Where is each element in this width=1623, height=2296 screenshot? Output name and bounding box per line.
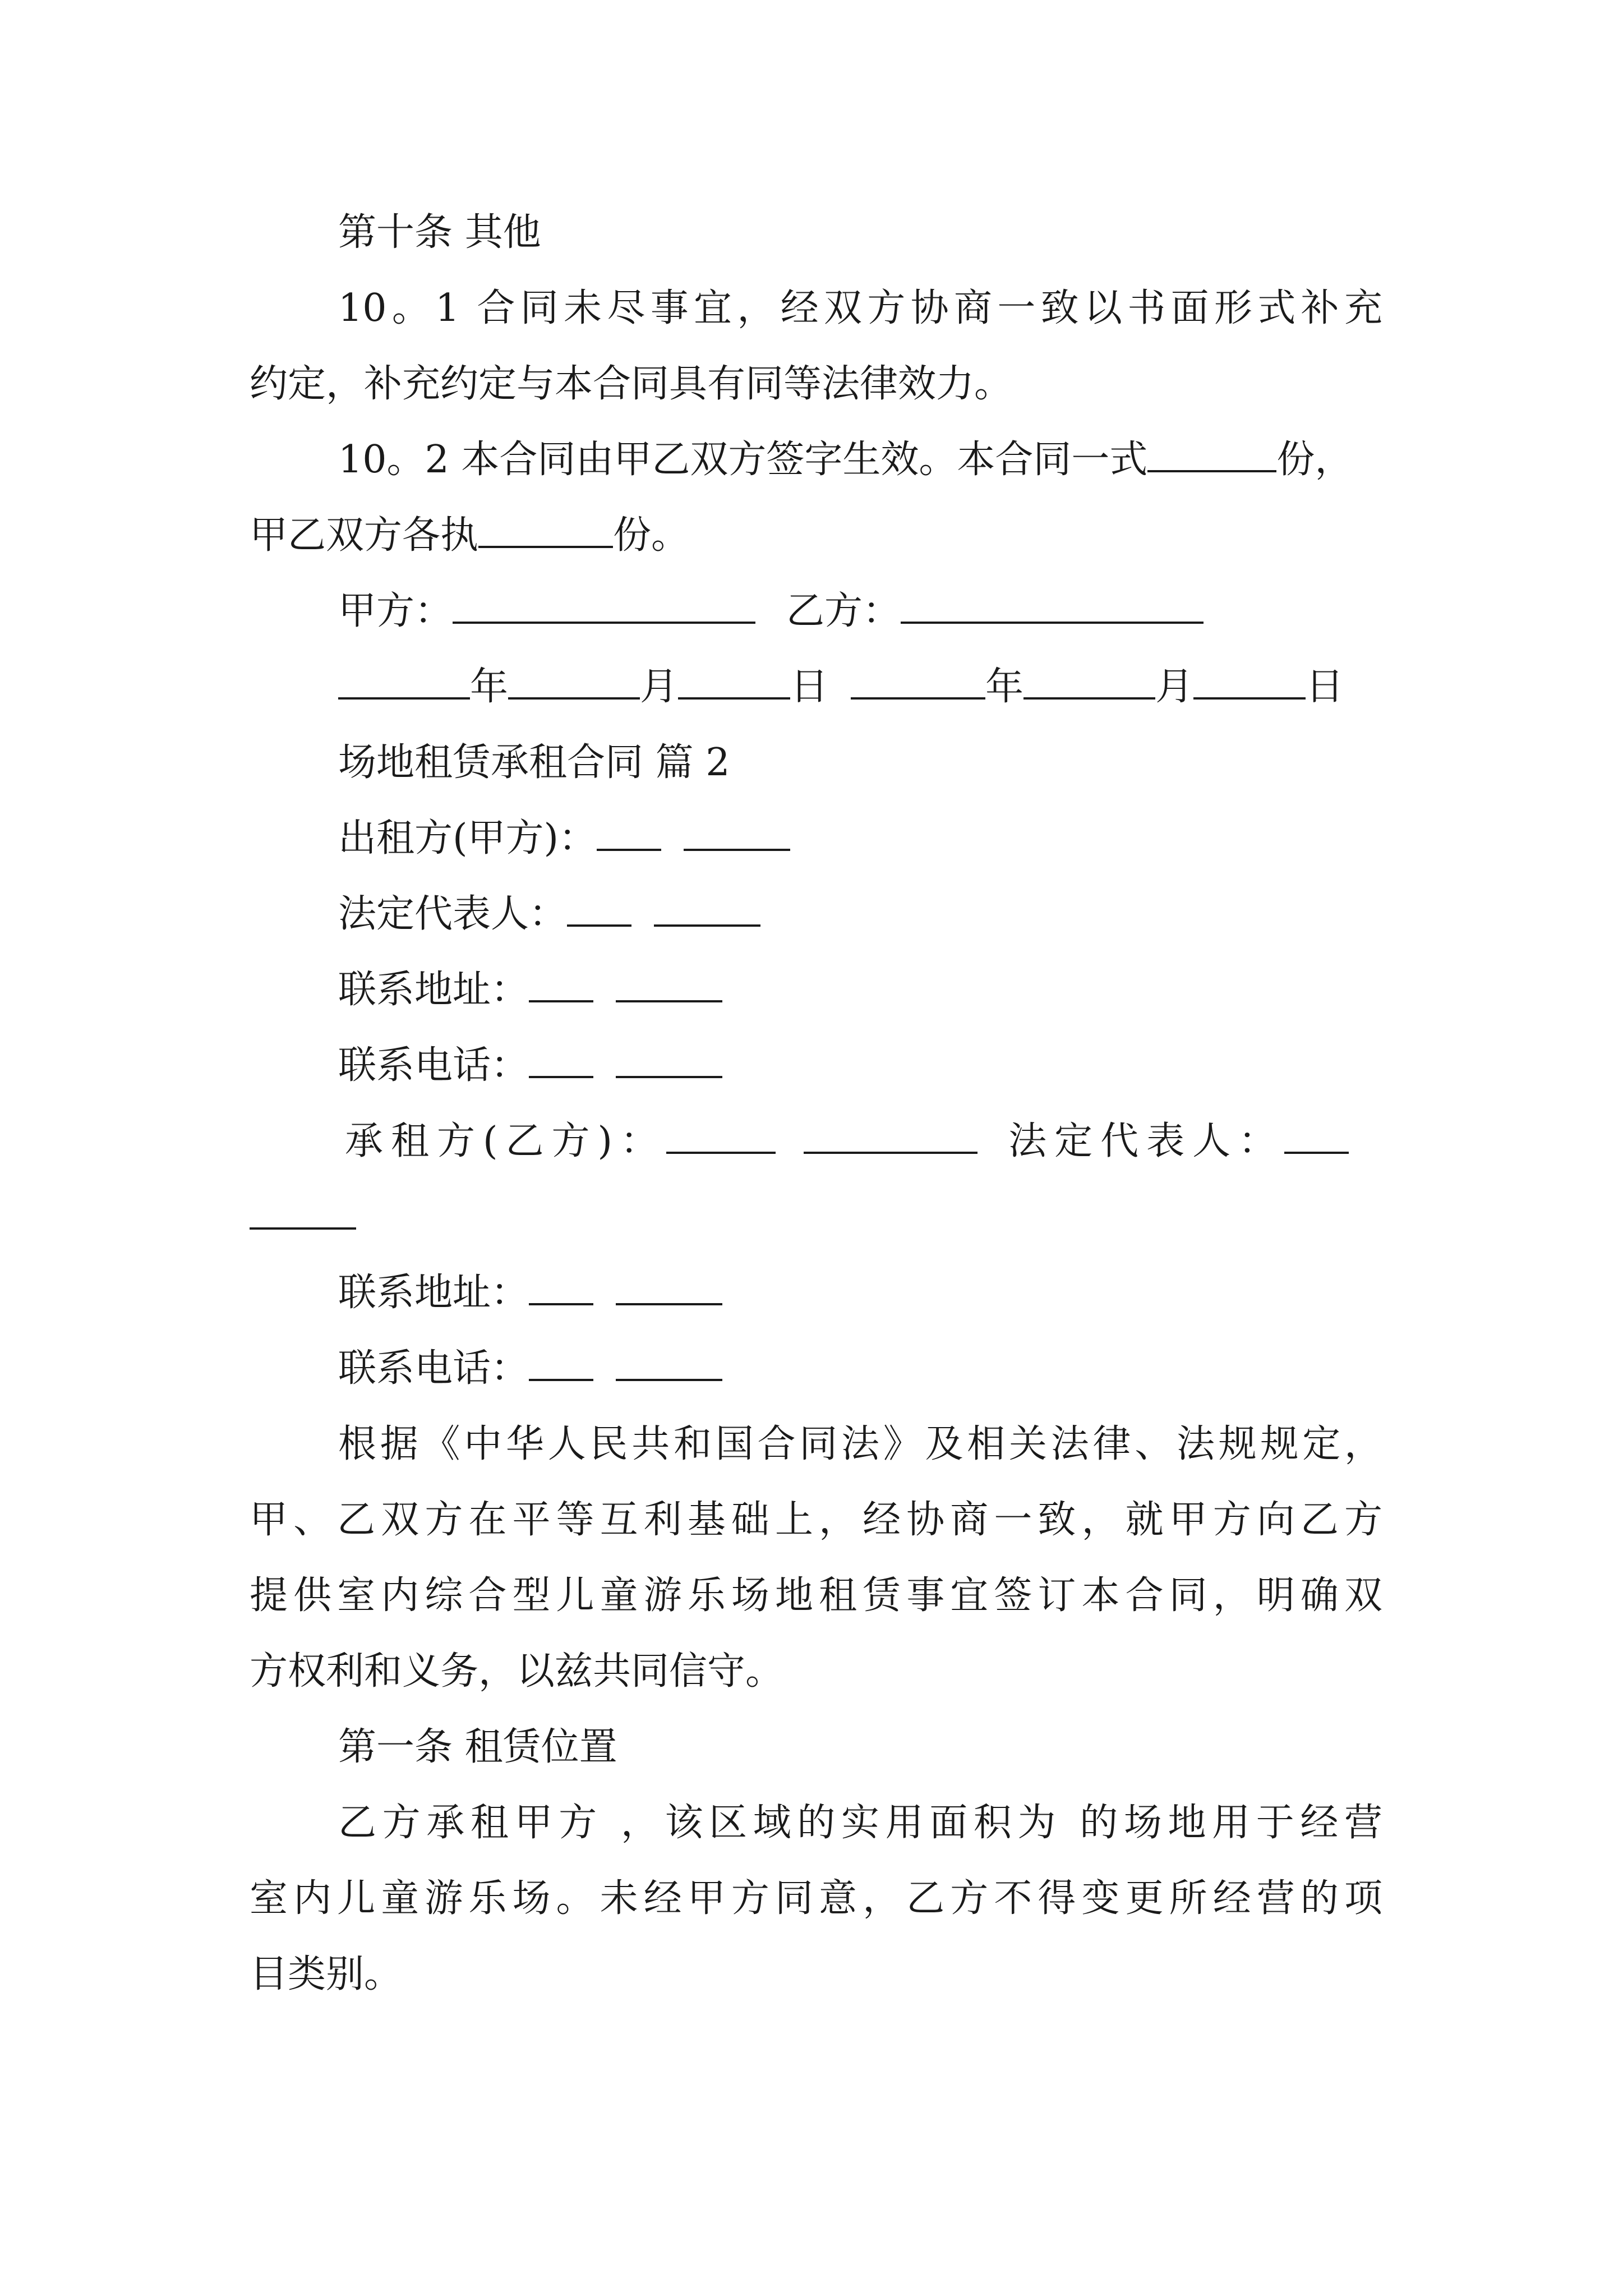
lessee-blank-1: [666, 1119, 776, 1154]
copies-total-blank: [1147, 438, 1276, 472]
lessee-address-blank-1: [529, 1271, 593, 1305]
clause-10-1-line-1: 10。1 合同未尽事宜，经双方协商一致以书面形式补充: [338, 286, 1382, 330]
contract-2-title: 场地租赁承租合同 篇 2: [338, 740, 730, 785]
party-a-day-label: 日: [790, 665, 829, 709]
signature-date-line: [338, 662, 1382, 712]
lessee-label: 承租方(乙方)：: [345, 1119, 667, 1163]
article-1-line-3: 目类别。: [250, 1952, 403, 1996]
lessor-label: 出租方(甲方)：: [338, 816, 597, 861]
party-a-day-blank: [678, 665, 790, 700]
lessor-address-blank-1: [529, 968, 593, 1002]
lessee-address-line: [338, 1268, 1382, 1318]
party-b-month-blank: [1023, 665, 1155, 700]
lessee-phone-label: 联系电话：: [338, 1346, 529, 1391]
lessee-phone-blank-2: [616, 1346, 722, 1381]
lessor-phone-blank-2: [616, 1043, 722, 1078]
party-b-year-blank: [851, 665, 985, 700]
party-a-year-label: 年: [470, 665, 509, 709]
party-b-day-blank: [1193, 665, 1306, 700]
lessor-address-line: [338, 965, 1382, 1015]
article-10-heading: 第十条 其他: [338, 210, 541, 255]
party-a-label: 甲方：: [338, 589, 453, 633]
article-1-line-2: 室内儿童游乐场。未经甲方同意，乙方不得变更所经营的项: [250, 1876, 1382, 1921]
lessor-address-label: 联系地址：: [338, 968, 529, 1012]
lessee-line-continued: [250, 1192, 1382, 1243]
lessor-line: [338, 813, 1382, 864]
lessor-legal-rep-line: [338, 889, 1382, 940]
lessor-address-blank-2: [616, 968, 722, 1002]
clause-10-2-text-b: 份，: [1276, 438, 1353, 482]
lessee-line: [345, 1116, 1389, 1167]
party-b-signature-blank: [901, 589, 1204, 624]
signature-parties-line: [338, 586, 1382, 637]
clause-10-2-line-2: [250, 510, 1382, 561]
party-b-year-label: 年: [985, 665, 1024, 709]
lessee-blank-2: [804, 1119, 978, 1154]
article-1-line-1: 乙方承租甲方 ，该区域的实用面积为 的场地用于经营: [338, 1801, 1382, 1845]
lessor-legal-rep-blank-1: [567, 892, 631, 927]
lessor-legal-rep-blank-2: [654, 892, 760, 927]
copies-each-blank: [478, 513, 613, 548]
clause-10-1-line-2: 约定，补充约定与本合同具有同等法律效力。: [250, 362, 1013, 406]
lessee-phone-line: [338, 1343, 1382, 1394]
lessor-blank-1: [597, 816, 661, 851]
clause-10-2-text-a: 10。2 本合同由甲乙双方签字生效。本合同一式: [338, 438, 1148, 482]
party-a-signature-blank: [453, 589, 755, 624]
lessee-legal-rep-label: 法定代表人：: [1008, 1119, 1285, 1163]
party-a-year-blank: [338, 665, 470, 700]
clause-10-2-text-c: 甲乙双方各执: [250, 513, 479, 558]
lessee-address-blank-2: [616, 1271, 722, 1305]
lessor-blank-2: [684, 816, 790, 851]
lessor-phone-label: 联系电话：: [338, 1043, 529, 1088]
lessor-phone-blank-1: [529, 1043, 593, 1078]
preamble-line-4: 方权利和义务，以兹共同信守。: [250, 1649, 784, 1694]
preamble-line-1: 根据《中华人民共和国合同法》及相关法律、法规规定，: [338, 1422, 1382, 1466]
party-a-month-blank: [508, 665, 640, 700]
lessee-legal-rep-blank-2: [250, 1195, 356, 1230]
party-a-month-label: 月: [640, 665, 679, 709]
clause-10-2-line-1: [338, 435, 1382, 485]
lessee-address-label: 联系地址：: [338, 1271, 529, 1315]
lessee-legal-rep-blank-1: [1284, 1119, 1349, 1154]
lessee-phone-blank-1: [529, 1346, 593, 1381]
lessor-phone-line: [338, 1041, 1382, 1091]
preamble-line-3: 提供室内综合型儿童游乐场地租赁事宜签订本合同，明确双: [250, 1573, 1382, 1618]
party-b-label: 乙方：: [786, 589, 901, 633]
party-b-month-label: 月: [1155, 665, 1194, 709]
preamble-line-2: 甲、乙双方在平等互利基础上，经协商一致，就甲方向乙方: [250, 1498, 1382, 1542]
party-b-day-label: 日: [1306, 665, 1344, 709]
article-1-heading: 第一条 租赁位置: [338, 1725, 617, 1769]
clause-10-2-text-d: 份。: [613, 513, 690, 558]
lessor-legal-rep-label: 法定代表人：: [338, 892, 568, 936]
